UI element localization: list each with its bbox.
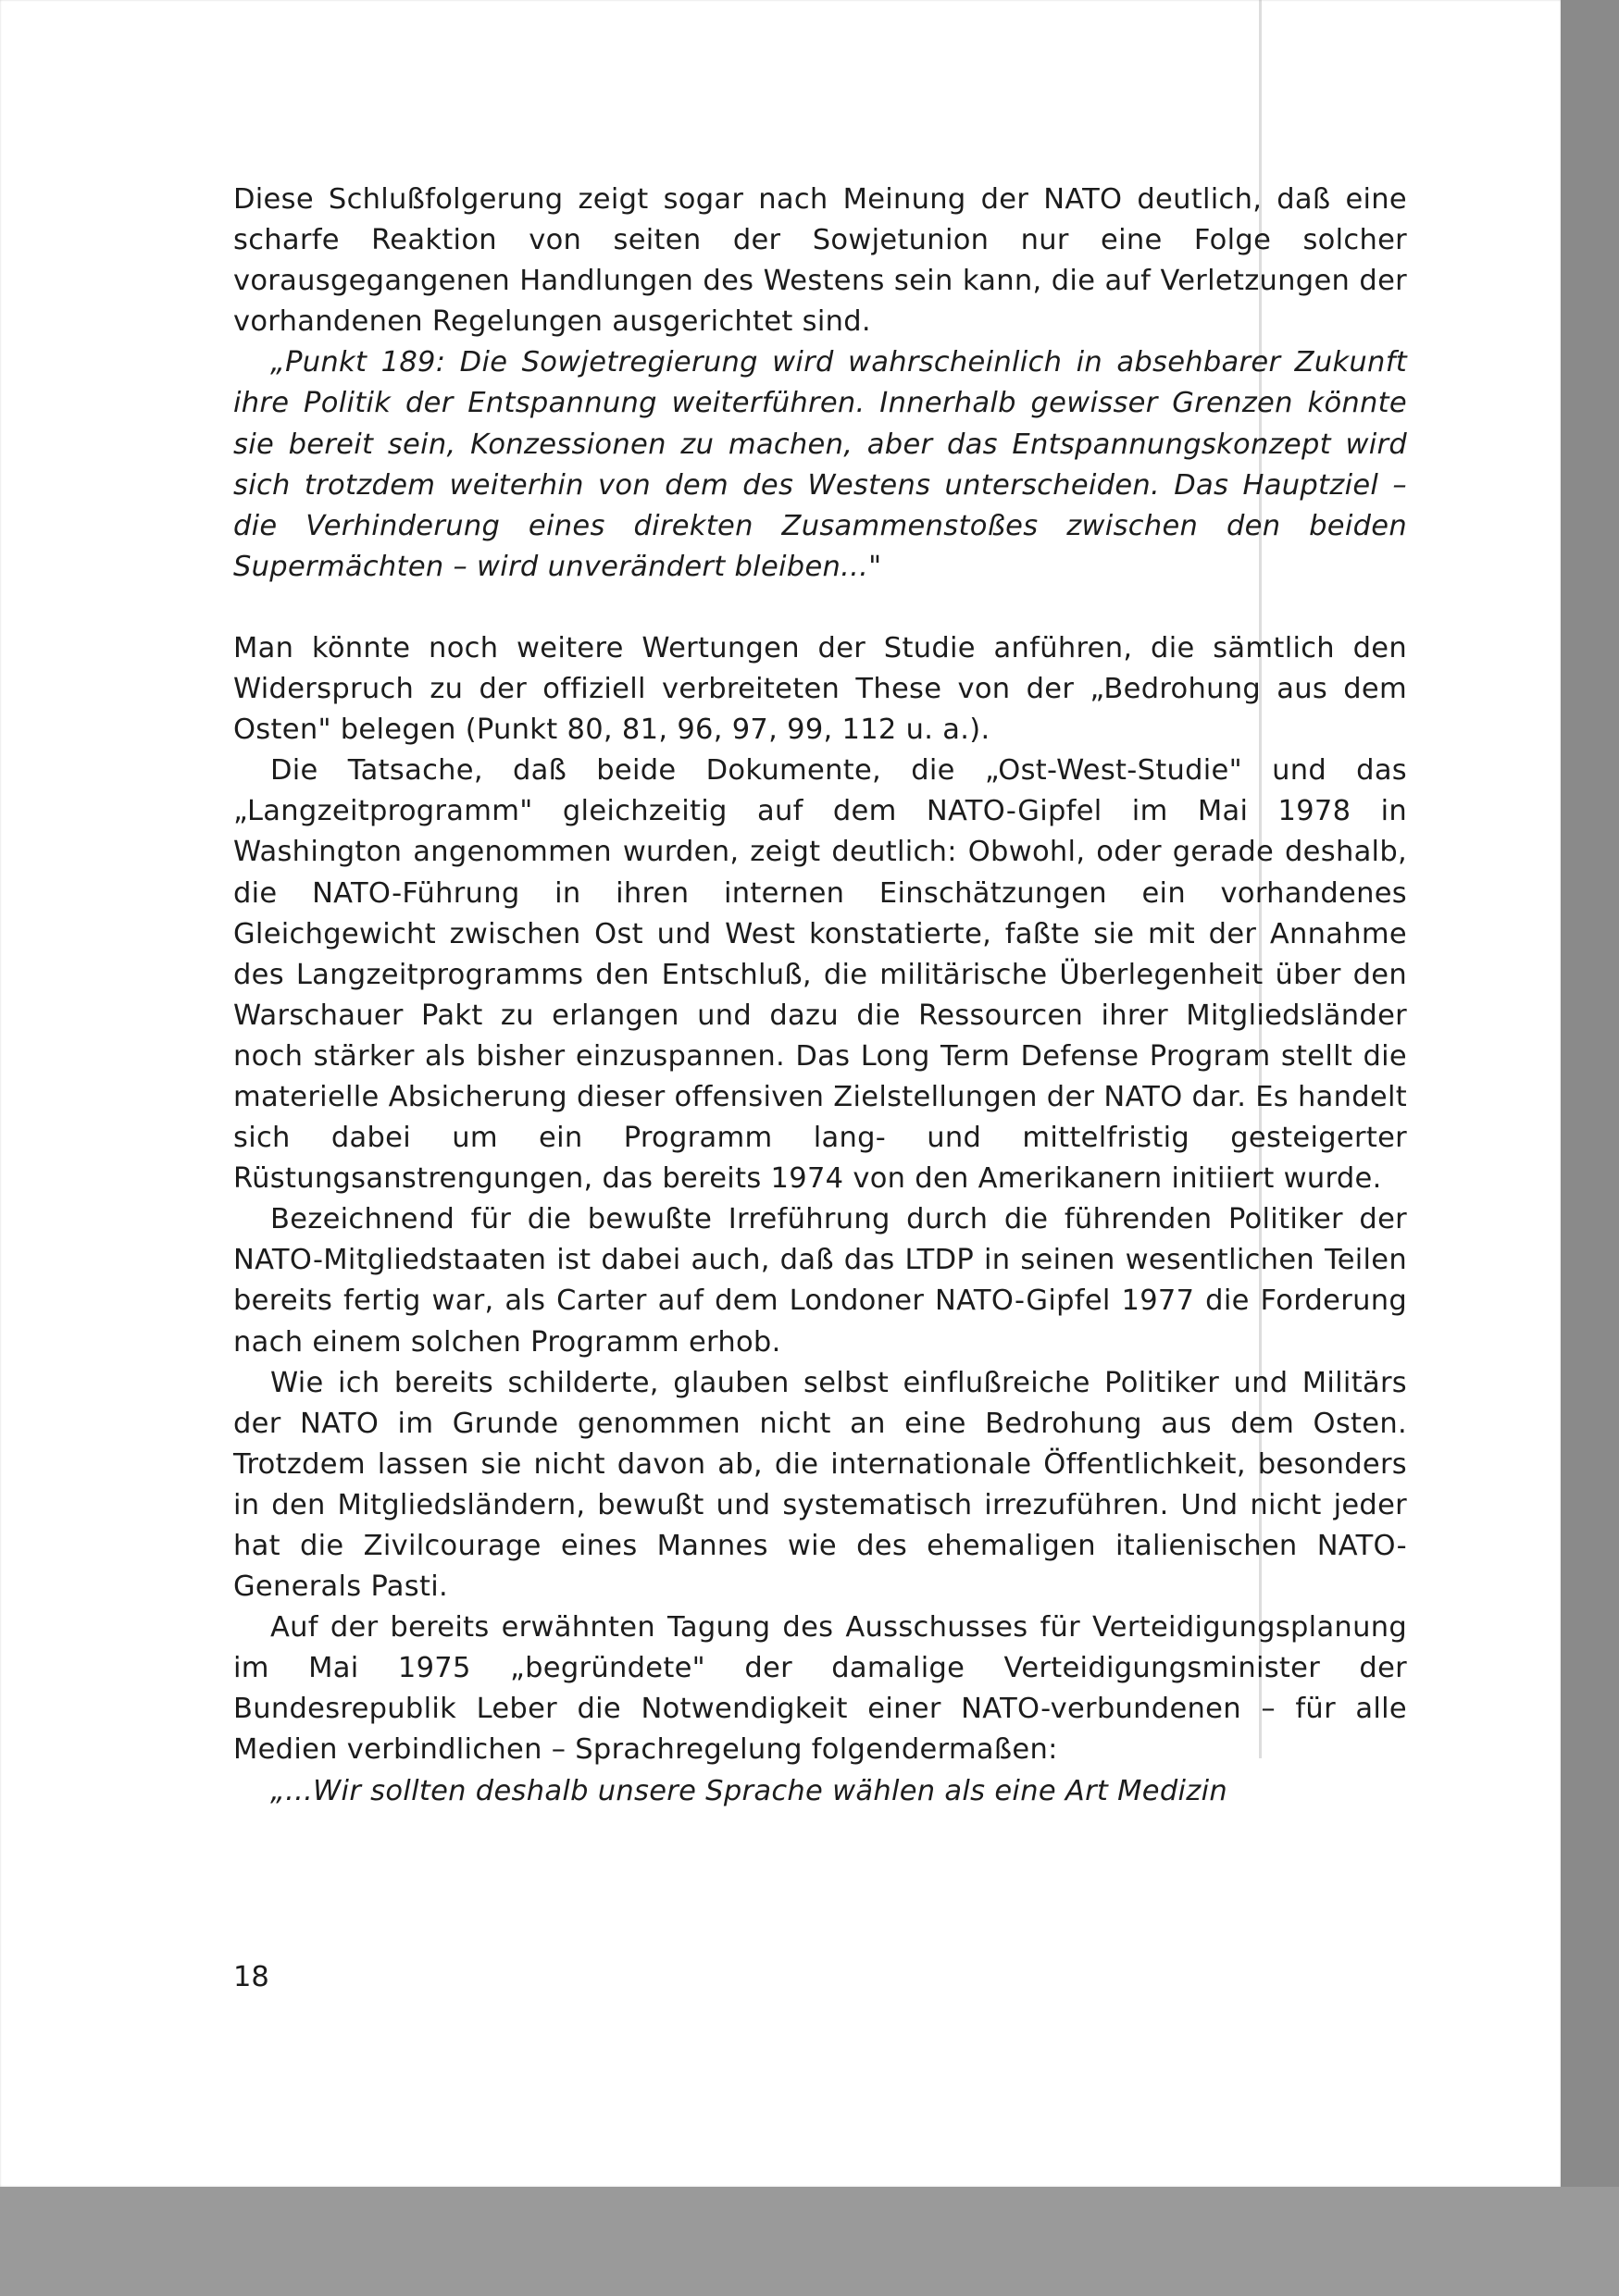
- paragraph-leber: Auf der bereits erwähnten Tagung des Ausschusses für Verteidigungsplanung im Mai 1975 „begründete" der damalige Verteidigungsminister der Bundesrepublik Leber die Notwendigkeit einer NATO-verbundenen – für alle Medien verbindlichen – Sprachregelung folgendermaßen:: [233, 1611, 1407, 1767]
- scan-border-right: [1561, 0, 1619, 2296]
- paragraph-misleading: Bezeichnend für die bewußte Irreführung durch die führenden Politiker der NATO-Mitgliedstaaten ist dabei auch, daß das LTDP in seinen wesentlichen Teilen bereits fertig war, als Carter auf dem Londoner NATO-Gipfel 1977 die Forderung nach einem solchen Programm erhob.: [233, 1203, 1407, 1359]
- scan-border-bottom: [0, 2187, 1619, 2296]
- paragraph-conclusion: Diese Schlußfolgerung zeigt sogar nach Meinung der NATO deutlich, daß eine scharfe Reaktion von seiten der Sowjetunion nur eine Folge solcher vorausgegangenen Handlungen des Westens sein kann, die auf Verletzungen der vorhandenen Regelungen ausgerichtet sind.: [233, 183, 1407, 339]
- quote-medicine: „...Wir sollten deshalb unsere Sprache wählen als eine Art Medizin: [270, 1774, 1227, 1807]
- paragraph-further-evaluations: Man könnte noch weitere Wertungen der Studie anführen, die sämtlich den Widerspruch zu der offiziell verbreiteten These von der „Bedrohung aus dem Osten" belegen (Punkt 80, 81, 96, 97, 99, 112 u. a.).: [233, 631, 1407, 747]
- quote-punkt-189: „Punkt 189: Die Sowjetregierung wird wahrscheinlich in absehbarer Zukunft ihre Politik der Entspannung weiterführen. Innerhalb gewisser Grenzen könnte sie bereit sein, Konzessionen zu machen, aber das Entspannungskonzept wird sich trotzdem weiterhin von dem des Westens unterscheiden. Das Hauptziel – die Verhinderung eines direkten Zusammenstoßes zwischen den beiden Supermächten – wird unverändert bleiben...": [233, 346, 1407, 583]
- paragraph-no-threat: Wie ich bereits schilderte, glauben selbst einflußreiche Politiker und Militärs der NATO im Grunde genommen nicht an eine Bedrohung aus dem Osten. Trotzdem lassen sie nicht davon ab, die internationale Öffentlichkeit, besonders in den Mitgliedsländern, bewußt und systematisch irrezuführen. Und nicht jeder hat die Zivilcourage eines Mannes wie des ehemaligen italienischen NATO-Generals Pasti.: [233, 1366, 1407, 1604]
- paragraph-two-documents: Die Tatsache, daß beide Dokumente, die „Ost-West-Studie" und das „Langzeitprogramm" gleichzeitig auf dem NATO-Gipfel im Mai 1978 in Washington angenommen wurden, zeigt deutlich: Obwohl, oder gerade deshalb, die NATO-Führung in ihren internen Einschätzungen ein vorhandenes Gleichgewicht zwischen Ost und West konstatierte, faßte sie mit der Annahme des Langzeitprogramms den Entschluß, die militärische Überlegenheit über den Warschauer Pakt zu erlangen und dazu die Ressourcen ihrer Mitgliedsländer noch stärker als bisher einzuspannen. Das Long Term Defense Program stellt die materielle Absicherung dieser offensiven Zielstellungen der NATO dar. Es handelt sich dabei um ein Programm lang- und mittelfristig gesteigerter Rüstungsanstrengungen, das bereits 1974 von den Amerikanern initiiert wurde.: [233, 754, 1407, 1196]
- body-text: [233, 180, 1407, 1812]
- page-number: 18: [233, 1961, 269, 1993]
